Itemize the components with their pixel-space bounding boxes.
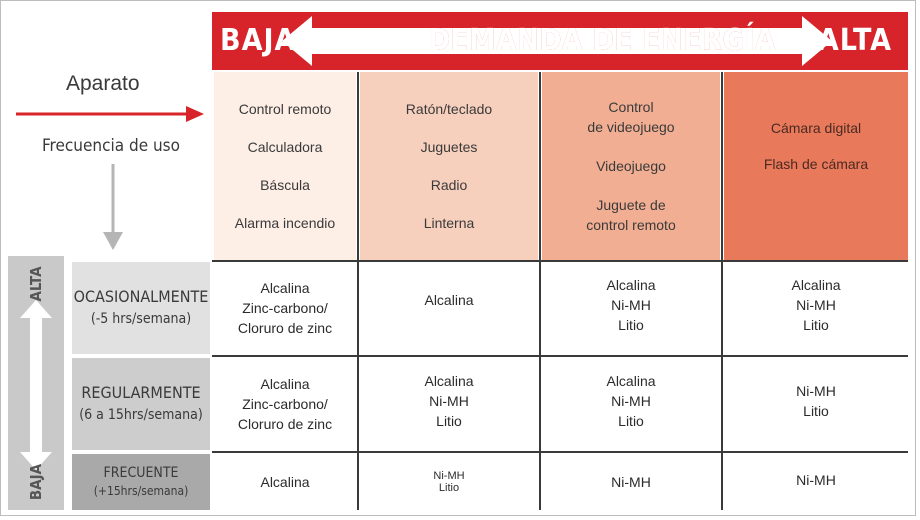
battery-cell — [542, 262, 720, 348]
device-item: Control remoto — [238, 101, 332, 117]
aparato-label: Aparato — [66, 72, 140, 95]
battery-cell — [214, 262, 356, 354]
frecuencia-label: Frecuencia de uso — [42, 136, 180, 156]
battery-cell — [724, 358, 908, 444]
battery-type: Ni-MH — [433, 470, 465, 482]
category-ocasionalmente — [72, 262, 210, 354]
battery-type: Ni-MH — [611, 297, 651, 313]
battery-type: Litio — [803, 403, 829, 419]
battery-type: Alcalina — [424, 292, 474, 308]
device-line: Control — [608, 98, 654, 115]
battery-type: Ni-MH — [429, 393, 469, 409]
right-arrow-icon — [16, 104, 206, 124]
devices-column-4 — [724, 72, 908, 260]
battery-type: Alcalina — [260, 280, 310, 296]
battery-type: Zinc-carbono/ — [242, 396, 328, 412]
battery-type: Litio — [618, 413, 644, 429]
battery-type: Alcalina — [260, 376, 310, 392]
device-item: Ratón/teclado — [405, 101, 493, 117]
battery-cell — [214, 358, 356, 450]
battery-cell — [724, 262, 908, 348]
category-label: OCASIONALMENTE — [73, 287, 209, 306]
battery-type: Ni-MH — [611, 393, 651, 409]
device-line: Juguete de — [596, 197, 666, 214]
battery-type: Ni-MH — [796, 472, 836, 488]
intensity-bar — [8, 256, 64, 510]
demand-title: DEMANDA DE ENERGÍA — [428, 23, 776, 58]
device-item: Videojuego — [596, 157, 666, 174]
demand-low-label: BAJA — [220, 23, 297, 58]
battery-cell — [542, 454, 720, 510]
grid-line — [721, 72, 723, 510]
grid-line — [212, 355, 908, 357]
grid-line — [357, 72, 359, 510]
category-frecuente — [72, 454, 210, 510]
device-item: Alarma incendio — [234, 215, 336, 231]
battery-type: Cloruro de zinc — [237, 416, 333, 432]
down-arrow-icon — [100, 164, 126, 252]
battery-type: Cloruro de zinc — [237, 320, 333, 336]
battery-type: Alcalina — [606, 277, 656, 293]
battery-type: Litio — [618, 317, 644, 333]
battery-type: Alcalina — [260, 474, 310, 490]
devices-column-3 — [542, 72, 720, 260]
intensity-title: INTENSIDAD DE USO — [27, 314, 45, 454]
battery-cell — [724, 454, 908, 506]
category-regularmente — [72, 358, 210, 450]
battery-cell — [360, 454, 538, 510]
device-item: Calculadora — [247, 139, 323, 155]
energy-demand-banner — [212, 12, 908, 70]
device-item: Cámara digital — [770, 120, 862, 136]
battery-type: Alcalina — [606, 373, 656, 389]
device-line: control remoto — [586, 217, 676, 234]
device-item: Radio — [430, 177, 468, 193]
devices-column-1 — [214, 72, 356, 260]
device-item: Báscula — [260, 177, 310, 193]
device-item — [587, 97, 674, 137]
category-sub: (+15hrs/semana) — [93, 484, 189, 498]
battery-cell — [214, 454, 356, 510]
battery-type: Litio — [438, 482, 460, 494]
intensity-high-label: ALTA — [27, 266, 45, 302]
devices-column-2 — [360, 72, 538, 260]
grid-line — [539, 72, 541, 510]
battery-type: Litio — [803, 317, 829, 333]
category-sub: (-5 hrs/semana) — [90, 311, 192, 327]
category-label: REGULARMENTE — [81, 383, 201, 402]
demand-high-label: ALTA — [817, 23, 892, 58]
battery-cell — [360, 262, 538, 338]
battery-type: Alcalina — [791, 277, 841, 293]
device-line: de videojuego — [587, 118, 675, 135]
category-label: FRECUENTE — [103, 465, 179, 481]
battery-type: Zinc-carbono/ — [242, 300, 328, 316]
battery-type: Ni-MH — [796, 297, 836, 313]
battery-type: Ni-MH — [796, 383, 836, 399]
battery-cell — [542, 358, 720, 444]
device-item: Flash de cámara — [763, 156, 869, 172]
device-item: Juguetes — [420, 139, 478, 155]
device-item: Linterna — [423, 215, 475, 231]
battery-cell — [360, 358, 538, 444]
intensity-low-label: BAJA — [27, 463, 45, 501]
battery-type: Litio — [436, 413, 462, 429]
grid-line — [212, 451, 908, 453]
category-sub: (6 a 15hrs/semana) — [79, 407, 203, 423]
battery-type: Ni-MH — [611, 474, 651, 490]
battery-type: Alcalina — [424, 373, 474, 389]
device-item — [586, 195, 675, 235]
